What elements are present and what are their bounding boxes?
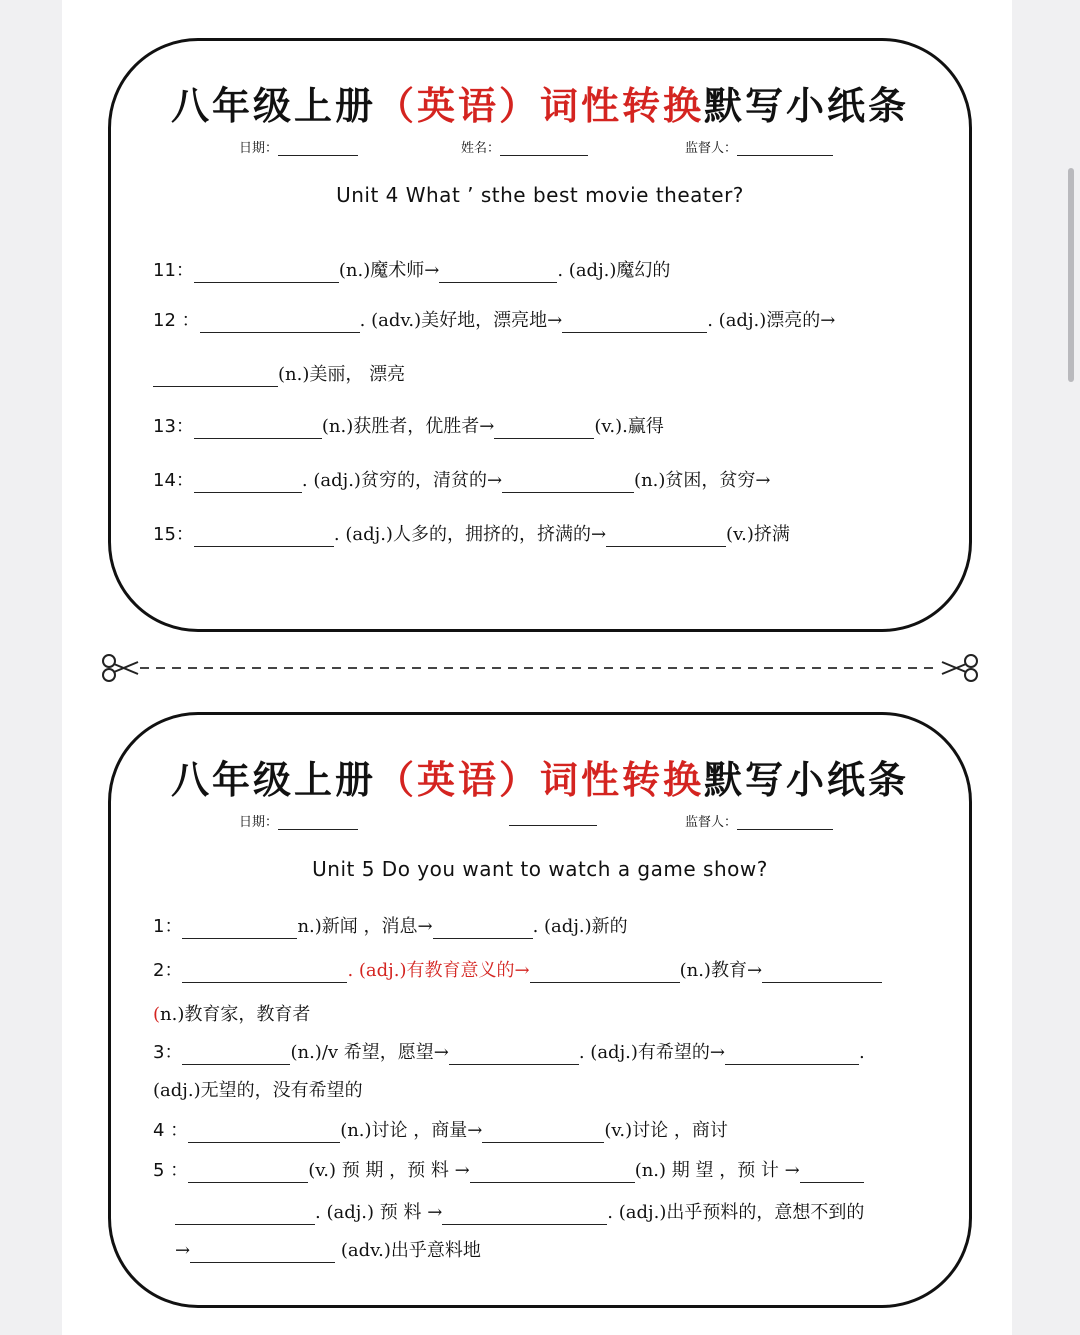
- name-label: 姓名：: [461, 141, 501, 156]
- item-text: . (adj.)漂亮的→: [707, 310, 836, 331]
- item-text: (adv.)出乎意料地: [335, 1240, 481, 1261]
- scissors-icon: [103, 655, 138, 681]
- date-blank[interactable]: [278, 815, 358, 830]
- supervisor-blank[interactable]: [737, 141, 833, 156]
- item-text: . (adj.) 预 料 →: [315, 1202, 443, 1223]
- item-text: . (adj.)人多的，拥挤的，挤满的→: [333, 524, 607, 545]
- answer-blank[interactable]: [442, 1204, 607, 1225]
- answer-blank[interactable]: [188, 1162, 308, 1183]
- answer-blank[interactable]: [562, 312, 707, 333]
- title-paren: ）: [499, 757, 541, 802]
- answer-blank[interactable]: [188, 1122, 340, 1143]
- answer-blank[interactable]: [725, 1044, 859, 1065]
- exercise-row: [153, 1041, 865, 1065]
- item-number: 13：: [153, 416, 194, 437]
- date-field: [239, 137, 358, 156]
- exercise-row: [153, 1159, 864, 1183]
- item-text: (n.)教育→: [679, 960, 763, 981]
- date-blank[interactable]: [278, 141, 358, 156]
- answer-blank[interactable]: [433, 918, 533, 939]
- exercise-row: [153, 1079, 363, 1103]
- answer-blank[interactable]: [182, 1044, 290, 1065]
- exercise-row: [153, 523, 790, 547]
- answer-blank[interactable]: [494, 418, 594, 439]
- item-number: 2：: [153, 960, 183, 981]
- unit-heading: Unit 4 What ’ sthe best movie theater?: [336, 183, 744, 207]
- answer-blank[interactable]: [606, 526, 726, 547]
- item-number: 3：: [153, 1042, 183, 1063]
- item-text: . (adj.)魔幻的: [557, 260, 671, 281]
- answer-blank[interactable]: [182, 918, 297, 939]
- answer-blank[interactable]: [194, 262, 339, 283]
- item-text: (n.)美丽， 漂亮: [278, 364, 406, 385]
- item-number: 14：: [153, 470, 194, 491]
- answer-blank[interactable]: [175, 1204, 315, 1225]
- answer-blank[interactable]: [530, 962, 680, 983]
- answer-blank[interactable]: [502, 472, 634, 493]
- answer-blank[interactable]: [762, 962, 882, 983]
- item-text: . (adj.)新的: [532, 916, 628, 937]
- sheet-title: [111, 749, 969, 804]
- exercise-row: [153, 1003, 310, 1027]
- exercise-row: [153, 415, 664, 439]
- answer-blank[interactable]: [482, 1122, 604, 1143]
- item-text: (v.) 预 期 ，预 料 →: [308, 1160, 470, 1181]
- unit-heading: Unit 5 Do you want to watch a game show?: [312, 857, 768, 881]
- worksheet-card-unit4: [108, 38, 972, 632]
- item-number: 5 ：: [153, 1160, 189, 1181]
- item-number: 1：: [153, 916, 183, 937]
- name-blank[interactable]: [509, 811, 597, 826]
- scrollbar-thumb[interactable]: [1068, 168, 1074, 382]
- item-text: (n.) 期 望 ，预 计 →: [634, 1160, 800, 1181]
- answer-blank[interactable]: [194, 526, 334, 547]
- supervisor-blank[interactable]: [737, 815, 833, 830]
- answer-blank[interactable]: [470, 1162, 635, 1183]
- item-text: (n.)/v 希望，愿望→: [290, 1042, 449, 1063]
- answer-blank[interactable]: [800, 1162, 864, 1183]
- item-text: (v.)挤满: [726, 524, 790, 545]
- title-paren: （: [375, 83, 417, 128]
- item-number: 4 ：: [153, 1120, 189, 1141]
- exercise-row: [153, 959, 882, 983]
- title-subject: 英语: [416, 83, 499, 128]
- item-text: (n.)讨论 ，商量→: [340, 1120, 483, 1141]
- supervisor-label: 监督人：: [685, 141, 738, 156]
- answer-blank[interactable]: [449, 1044, 579, 1065]
- item-number: 11：: [153, 260, 194, 281]
- item-text: . (adj.)出乎预料的，意想不到的: [607, 1202, 865, 1223]
- item-number: 12 ：: [153, 310, 200, 331]
- answer-blank[interactable]: [182, 962, 347, 983]
- supervisor-label: 监督人：: [685, 815, 738, 830]
- answer-blank[interactable]: [153, 366, 278, 387]
- supervisor-field: [685, 811, 833, 830]
- item-text: (: [153, 1004, 161, 1025]
- exercise-row: [175, 1201, 864, 1225]
- title-subject: 英语: [416, 757, 499, 802]
- worksheet-card-unit5: [108, 712, 972, 1308]
- exercise-row: [153, 915, 628, 939]
- name-field: [461, 137, 588, 156]
- item-text: . (adv.)美好地，漂亮地→: [359, 310, 563, 331]
- answer-blank[interactable]: [194, 418, 322, 439]
- name-blank[interactable]: [500, 141, 588, 156]
- item-text: (adj.)无望的，没有希望的: [153, 1080, 363, 1101]
- date-label: 日期：: [239, 141, 279, 156]
- date-label: 日期：: [239, 815, 279, 830]
- answer-blank[interactable]: [439, 262, 557, 283]
- item-text: (n.)魔术师→: [338, 260, 440, 281]
- item-text: (n.)获胜者，优胜者→: [321, 416, 495, 437]
- item-text: →: [175, 1240, 191, 1261]
- answer-blank[interactable]: [190, 1242, 335, 1263]
- exercise-row: [175, 1239, 481, 1263]
- item-text: . (adj.)有教育意义的→: [347, 960, 530, 981]
- title-topic: 词性转换: [540, 757, 705, 802]
- scrollbar[interactable]: [1064, 160, 1078, 390]
- item-text: n.)教育家，教育者: [160, 1004, 311, 1025]
- item-text: n.)新闻 ，消息→: [297, 916, 433, 937]
- item-text: . (adj.)有希望的→: [578, 1042, 725, 1063]
- answer-blank[interactable]: [200, 312, 360, 333]
- title-grade: 八年级上册: [170, 83, 376, 128]
- title-suffix: 默写小纸条: [704, 757, 910, 802]
- exercise-row: [153, 1119, 728, 1143]
- exercise-row: [153, 469, 771, 493]
- item-text: .: [859, 1042, 865, 1063]
- supervisor-field: [685, 137, 833, 156]
- item-text: (v.).赢得: [594, 416, 664, 437]
- scissors-icon: [942, 655, 977, 681]
- title-grade: 八年级上册: [170, 757, 376, 802]
- title-suffix: 默写小纸条: [704, 83, 910, 128]
- cut-line: [100, 652, 980, 684]
- name-field: [509, 811, 597, 826]
- title-paren: （: [375, 757, 417, 802]
- answer-blank[interactable]: [194, 472, 302, 493]
- exercise-row: [153, 363, 405, 387]
- sheet-title: [111, 75, 969, 130]
- exercise-row: [153, 259, 670, 283]
- item-number: 15：: [153, 524, 194, 545]
- title-topic: 词性转换: [540, 83, 705, 128]
- date-field: [239, 811, 358, 830]
- exercise-row: [153, 309, 835, 333]
- item-text: (n.)贫困，贫穷→: [634, 470, 771, 491]
- title-paren: ）: [499, 83, 541, 128]
- item-text: . (adj.)贫穷的，清贫的→: [301, 470, 503, 491]
- item-text: (v.)讨论 ，商讨: [604, 1120, 728, 1141]
